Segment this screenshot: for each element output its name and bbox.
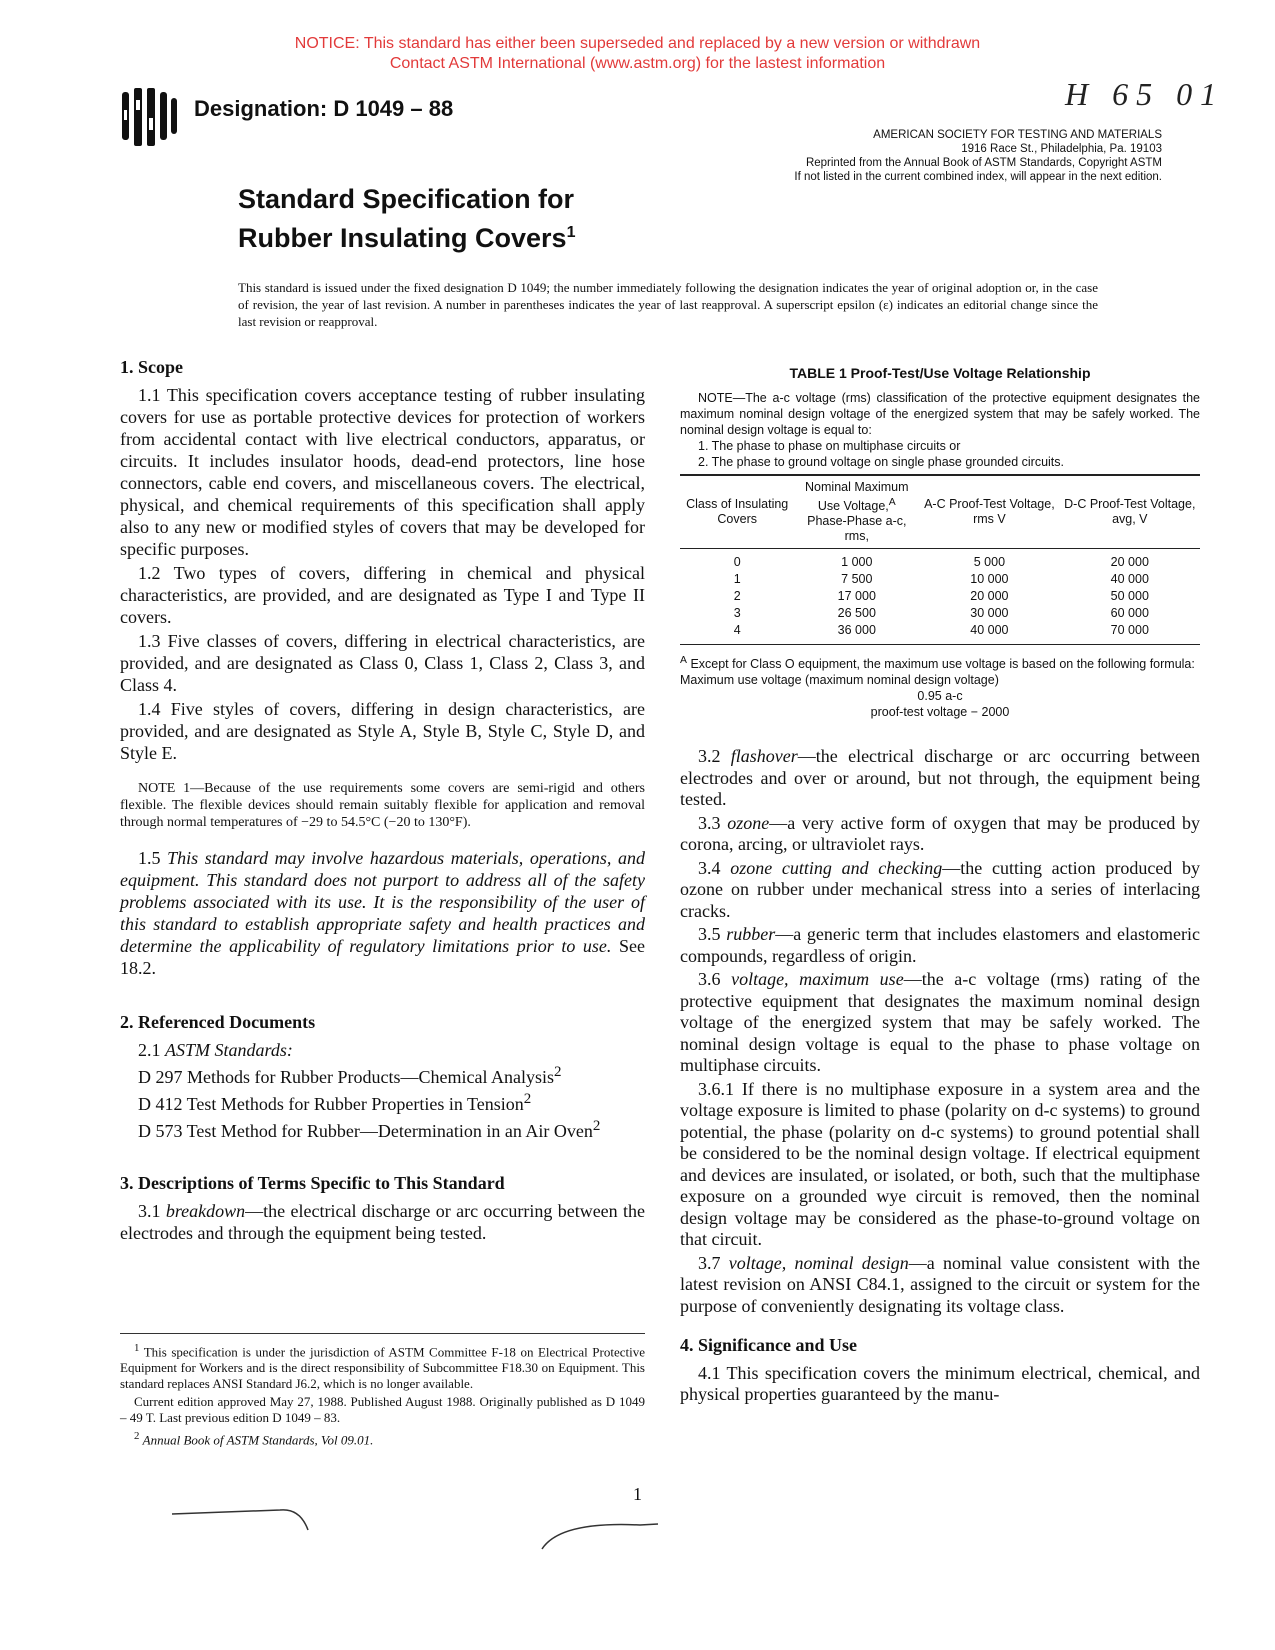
table-cell: 10 000: [970, 572, 1009, 587]
reference-list: [138, 1061, 645, 1142]
table-cell: 1: [733, 572, 741, 587]
publisher-line: If not listed in the current combined index, will appear in the next edition.: [794, 171, 1162, 183]
column-header: [794, 475, 919, 549]
subsection-2-1: [120, 1039, 645, 1061]
table-cell: 70 000: [1060, 622, 1200, 645]
term: breakdown: [165, 1201, 246, 1221]
table-cell: 5 000: [973, 555, 1006, 570]
paragraph-number: 3.2: [698, 746, 721, 767]
list-item: [138, 1115, 645, 1142]
definition-3-6-1: 3.6.1 If there is no multiphase exposure in a system area and the voltage exposure is limited to phase (polarity on d-c systems) to ground potential, the phase (polarity on d-c systems) to ground potential shall be considered to be the nominal design voltage. If electrical equipment and devices are insulated, or isolated, or both, such that the multiphase exposure on a grounded wye circuit is removed, then the nominal design voltage may be considered as the phase-to-ground voltage on that circuit.: [680, 1078, 1200, 1250]
footnotes: [120, 1333, 645, 1451]
table-row: [680, 571, 1200, 588]
paragraph-number: 3.1: [138, 1201, 161, 1221]
table-cell: 17 000: [837, 589, 876, 604]
cross-reference: See 18.2.: [120, 936, 645, 978]
table-note-item: 2. The phase to ground voltage on single phase grounded circuits.: [698, 455, 1064, 469]
page-number: 1: [633, 1484, 642, 1504]
table-note-item: 1. The phase to phase on multiphase circuits or: [698, 439, 961, 453]
paragraph-1-3: 1.3 Five classes of covers, differing in electrical characteristics, are provided, and are designated as Class 0, Class 1, Class 2, Class 3, and Class 4.: [120, 631, 645, 695]
astm-logo-icon: [120, 88, 180, 146]
table-note: NOTE—The a-c voltage (rms) classification of the protective equipment designates the maximum nominal design voltage of the energized system that may be safely worked. The nominal design voltage is equal to:: [680, 391, 1200, 437]
formula-line: 0.95 a-c: [917, 689, 963, 704]
right-column: [680, 362, 1200, 1408]
paragraph-number: 3.7: [698, 1252, 721, 1273]
header-text: Phase-Phase a-c, rms,: [807, 514, 907, 544]
issued-statement: This standard is issued under the fixed designation D 1049; the number immediately following the designation indicates the year of original adoption or, in the case of revision, the year of last revision. A number in parentheses indicates the year of last reapproval. A superscript epsilon (ε) indicates an editorial change since the last revision or reapproval.: [238, 280, 1098, 329]
safety-statement: This standard may involve hazardous materials, operations, and equipment. This standard does not purport to address all of the safety problems associated with its use. It is the responsibility of the user of this standard to establish appropriate safety and health practices and determine the applicability of regulatory limitations prior to use.: [120, 848, 645, 956]
table-1: [680, 362, 1200, 720]
footnote-ref: 2: [553, 1064, 562, 1080]
term: rubber: [726, 924, 776, 945]
footnote-ref: 2: [592, 1118, 601, 1134]
table-cell: 0: [733, 555, 741, 570]
table-cell: 36 000: [794, 622, 919, 645]
definition: —a generic term that includes elastomers and elastomeric compounds, regardless of origin.: [680, 924, 1201, 966]
handwritten-mark: H 65 01: [1065, 76, 1225, 112]
paragraph-number: 3.3: [698, 812, 721, 833]
footnote-1: [120, 1340, 645, 1392]
section-heading-referenced-documents: 2. Referenced Documents: [120, 1012, 316, 1032]
definition-3-6: [680, 969, 1200, 1077]
document-title: [238, 182, 575, 255]
table-cell: 20 000: [970, 589, 1009, 604]
reference-text: D 573 Test Method for Rubber—Determination in an Air Oven: [138, 1121, 593, 1141]
formula-line: proof-test voltage − 2000: [870, 705, 1010, 720]
publisher-line: AMERICAN SOCIETY FOR TESTING AND MATERIALS: [873, 129, 1162, 141]
list-item: [138, 1061, 645, 1088]
astm-standards-label: ASTM Standards:: [165, 1040, 293, 1060]
title-line-1: Standard Specification for: [238, 184, 575, 214]
table-title: TABLE 1 Proof-Test/Use Voltage Relationship: [789, 365, 1091, 381]
definition: —the cutting action produced by ozone on rubber under mechanical stress into a series of interlacing cracks.: [680, 857, 1201, 921]
definition: —the electrical discharge or arc occurring between electrodes and over or around, but not through, the equipment being tested.: [680, 746, 1201, 810]
table-header-row: [680, 475, 1200, 549]
table-cell: 4: [680, 622, 794, 645]
title-line-2: Rubber Insulating Covers: [238, 223, 567, 253]
withdrawal-notice: [0, 34, 1275, 74]
definition-3-1: [120, 1200, 645, 1244]
reference-text: D 297 Methods for Rubber Products—Chemical Analysis: [138, 1067, 554, 1087]
table-cell: 7 500: [841, 572, 873, 587]
term: voltage, maximum use: [731, 969, 904, 990]
table-cell: 40 000: [919, 622, 1059, 645]
column-header: A-C Proof-Test Voltage, rms V: [919, 475, 1059, 549]
table-row: [680, 622, 1200, 645]
table-row: [680, 588, 1200, 605]
definition-3-5: [680, 924, 1200, 967]
section-heading-significance: 4. Significance and Use: [680, 1335, 858, 1356]
section-heading-terms: 3. Descriptions of Terms Specific to This Standard: [120, 1173, 505, 1193]
table-footnote: [680, 653, 1200, 672]
header-text: Nominal Maximum Use Voltage,: [805, 480, 909, 514]
table-cell: 30 000: [970, 606, 1009, 621]
table-row: [680, 605, 1200, 622]
column-header: Class of Insulating Covers: [680, 475, 794, 549]
paragraph-number: 3.6: [698, 969, 721, 990]
definition: —the a-c voltage (rms) rating of the protective equipment that designates the maximum nominal design voltage of the energized system that may be safely worked. The nominal design voltage is equal to the phase to phase voltage on multiphase circuits.: [680, 969, 1201, 1076]
publisher-line: Reprinted from the Annual Book of ASTM Standards, Copyright ASTM: [805, 157, 1162, 169]
left-column: [120, 356, 645, 1246]
definition: —a nominal value consistent with the latest revision on ANSI C84.1, assigned to the circuit or system for the purpose of conveniently designating its voltage class.: [680, 1252, 1200, 1316]
table-cell: 26 500: [837, 606, 876, 621]
term: flashover: [730, 746, 798, 767]
paragraph-1-1: 1.1 This specification covers acceptance testing of rubber insulating covers for use as portable protective devices for protection of workers from accidental contact with live electrical conductors, apparatus, or circuits. It includes insulator hoods, dead-end protectors, line hose connectors, cable end covers, and miscellaneous covers. The electrical, physical, and chemical requirements of this specification shall apply also to any new or modified styles of covers that may be developed for specific purposes.: [120, 385, 645, 559]
footnote-ref: A: [888, 497, 896, 508]
table-row: [680, 549, 1200, 572]
footnote-2: [120, 1428, 645, 1448]
footnote-ref: 2: [523, 1091, 532, 1107]
term: voltage, nominal design: [728, 1252, 909, 1273]
definition: —the electrical discharge or arc occurring between the electrodes and through the equipment being tested.: [120, 1201, 645, 1243]
definition-3-7: [680, 1253, 1200, 1318]
footnote-mark: A: [680, 655, 687, 667]
voltage-table: [680, 474, 1200, 645]
footnote-text: Annual Book of ASTM Standards, Vol 09.01.: [142, 1432, 374, 1448]
definitions-continued: [680, 746, 1200, 1406]
footnote-text: Except for Class O equipment, the maximum use voltage is based on the following formula:: [690, 657, 1195, 672]
paragraph-number: 3.4: [698, 857, 721, 878]
column-header: D-C Proof-Test Voltage, avg, V: [1060, 475, 1200, 549]
section-heading-scope: 1. Scope: [120, 357, 183, 377]
title-footnote-ref: 1: [566, 224, 576, 241]
publisher-block: [700, 128, 1162, 184]
reference-text: D 412 Test Methods for Rubber Properties in Tension: [138, 1094, 524, 1114]
notice-line-1: NOTICE: This standard has either been superseded and replaced by a new version or withdrawn: [294, 35, 981, 52]
definition-3-2: [680, 746, 1200, 811]
table-cell: 60 000: [1110, 606, 1149, 621]
paragraph-number: 3.5: [698, 924, 721, 945]
list-item: [138, 1088, 645, 1115]
footnote-text: This specification is under the jurisdiction of ASTM Committee F-18 on Electrical Protective Equipment for Workers and is the direct responsibility of Subcommittee F18.30 on Equipment. This standard replaces ANSI Standard J6.2, which is no longer available.: [120, 1344, 645, 1392]
publisher-line: 1916 Race St., Philadelphia, Pa. 19103: [961, 143, 1162, 155]
footnote-1b: Current edition approved May 27, 1988. Published August 1988. Originally published as D 1049 – 49 T. Last previous edition D 1049 – 83.: [120, 1394, 645, 1426]
term: ozone: [727, 812, 770, 833]
paragraph-4-1: 4.1 This specification covers the minimum electrical, chemical, and physical properties guaranteed by the manu-: [680, 1362, 1200, 1405]
paragraph-number: 1.5: [138, 848, 161, 868]
definition-3-3: [680, 813, 1200, 856]
designation: Designation: D 1049 – 88: [194, 96, 454, 121]
table-cell: 50 000: [1110, 589, 1149, 604]
paragraph-1-4: 1.4 Five styles of covers, differing in design characteristics, are provided, and are designated as Style A, Style B, Style C, Style D, and Style E.: [120, 699, 645, 763]
term: ozone cutting and checking: [730, 857, 943, 878]
table-cell: 2: [733, 589, 741, 604]
notice-line-2: Contact ASTM International (www.astm.org) for the lastest information: [389, 55, 886, 72]
definition-3-4: [680, 858, 1200, 923]
definition: —a very active form of oxygen that may be produced by corona, arcing, or ultraviolet rays.: [680, 812, 1201, 855]
paragraph-1-5: [120, 847, 645, 979]
pen-stroke-icon: [170, 1500, 320, 1540]
paragraph-number: 2.1: [138, 1040, 161, 1060]
paragraph-1-2: 1.2 Two types of covers, differing in chemical and physical characteristics, are provided, and are designated as Type I and Type II covers.: [120, 563, 645, 627]
pen-stroke-icon: [540, 1515, 660, 1555]
note-1: NOTE 1—Because of the use requirements some covers are semi-rigid and others flexible. The flexible devices should remain suitably flexible for application and removal through normal temperatures of −29 to 54.5°C (−20 to 130°F).: [120, 781, 645, 830]
footnote-mark: 1: [134, 1342, 140, 1354]
table-cell: 3: [733, 606, 741, 621]
formula-label: Maximum use voltage (maximum nominal design voltage): [680, 673, 999, 688]
table-cell: 20 000: [1110, 555, 1149, 570]
footnote-mark: 2: [134, 1430, 140, 1443]
table-cell: 1 000: [841, 555, 873, 570]
table-cell: 40 000: [1110, 572, 1149, 587]
